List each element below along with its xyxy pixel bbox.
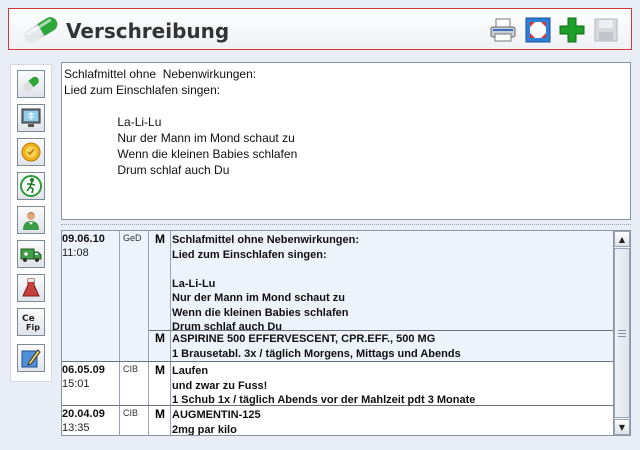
pill-icon xyxy=(20,73,42,95)
sidebar-item-certificate[interactable] xyxy=(17,138,45,166)
scroll-up-button[interactable]: ▲ xyxy=(614,231,630,247)
table-row[interactable] xyxy=(62,406,613,436)
prescription-entry xyxy=(149,330,613,361)
sidebar-item-doctor[interactable] xyxy=(17,206,45,234)
row-date: 06.05.09 xyxy=(62,364,105,376)
prescription-text-field[interactable]: Schlafmittel ohne Nebenwirkungen: Lied zum Einschlafen singen: La-Li-Lu Nur der Mann im Mond schaut zu Wenn die kleinen Babies schlafen Drum schlaf auch Du xyxy=(61,62,631,220)
prescription-entry xyxy=(149,362,613,405)
sidebar-item-edit[interactable] xyxy=(17,344,45,372)
doctor-icon xyxy=(20,209,42,231)
save-icon xyxy=(594,18,618,42)
svg-text:Fip: Fip xyxy=(26,323,40,332)
xray-monitor-icon xyxy=(20,107,42,129)
entry-type: M xyxy=(155,363,165,377)
row-date: 09.06.10 xyxy=(62,233,105,245)
ambulance-icon xyxy=(20,243,42,265)
prescription-entry xyxy=(149,231,613,333)
vertical-scrollbar[interactable] xyxy=(614,230,631,436)
grip-icon xyxy=(618,330,626,337)
entry-text: AUGMENTIN-125 2mg par kilo xyxy=(172,409,261,436)
sidebar-item-transport[interactable] xyxy=(17,240,45,268)
save-button[interactable] xyxy=(592,16,620,44)
sidebar-item-imaging[interactable] xyxy=(17,104,45,132)
type-column xyxy=(149,406,171,436)
add-icon xyxy=(559,17,585,43)
entry-text: Laufen und zwar zu Fuss! 1 Schub 1x / täglich Abends vor der Mahlzeit pdt 3 Monate xyxy=(172,365,476,406)
cefip-icon xyxy=(20,311,42,333)
entry-type: M xyxy=(155,407,165,421)
sidebar-item-lab[interactable] xyxy=(17,274,45,302)
pill-logo-icon xyxy=(19,16,63,44)
scroll-thumb[interactable] xyxy=(614,248,630,418)
entry-type: M xyxy=(155,232,165,246)
sidebar-item-medication[interactable] xyxy=(17,70,45,98)
entry-text: Schlafmittel ohne Nebenwirkungen: Lied zum Einschlafen singen: La-Li-Lu Nur der Mann im Mond schaut zu Wenn die kleinen Babies schlafen Drum schlaf auch Du xyxy=(172,234,360,333)
date-cell xyxy=(62,362,120,405)
running-man-icon xyxy=(20,175,42,197)
date-cell xyxy=(62,231,120,361)
type-column xyxy=(149,362,171,405)
add-button[interactable] xyxy=(558,16,586,44)
signature-cell: CIB xyxy=(120,362,149,405)
entry-type: M xyxy=(155,331,165,345)
signature-cell: CIB xyxy=(120,406,149,436)
header-bar xyxy=(8,8,632,50)
row-time: 13:35 xyxy=(62,422,90,434)
page-title: Verschreibung xyxy=(66,19,230,43)
splitter[interactable] xyxy=(61,224,631,229)
maximize-button[interactable] xyxy=(524,16,552,44)
sidebar-item-cefip[interactable] xyxy=(17,308,45,336)
row-date: 20.04.09 xyxy=(62,408,105,420)
table-row[interactable] xyxy=(62,362,613,406)
date-cell xyxy=(62,406,120,436)
sidebar-item-activity[interactable] xyxy=(17,172,45,200)
maximize-icon xyxy=(525,17,551,43)
edit-icon xyxy=(20,347,42,369)
print-button[interactable] xyxy=(489,16,517,44)
row-time: 15:01 xyxy=(62,378,90,390)
prescription-entry xyxy=(149,406,613,436)
table-row[interactable] xyxy=(62,231,613,362)
badge-icon xyxy=(20,141,42,163)
signature-cell: GeD xyxy=(120,231,149,361)
lab-flask-icon xyxy=(20,277,42,299)
entry-text: ASPIRINE 500 EFFERVESCENT, CPR.EFF., 500 MG 1 Brausetabl. 3x / täglich Morgens, Mittags und Abends xyxy=(172,333,461,360)
scroll-down-button[interactable]: ▼ xyxy=(614,419,630,435)
svg-text:Ce: Ce xyxy=(22,314,35,324)
sidebar xyxy=(10,64,52,382)
printer-icon xyxy=(489,17,517,43)
prescription-list xyxy=(61,230,614,436)
row-time: 11:08 xyxy=(62,247,89,259)
type-column xyxy=(149,231,171,361)
